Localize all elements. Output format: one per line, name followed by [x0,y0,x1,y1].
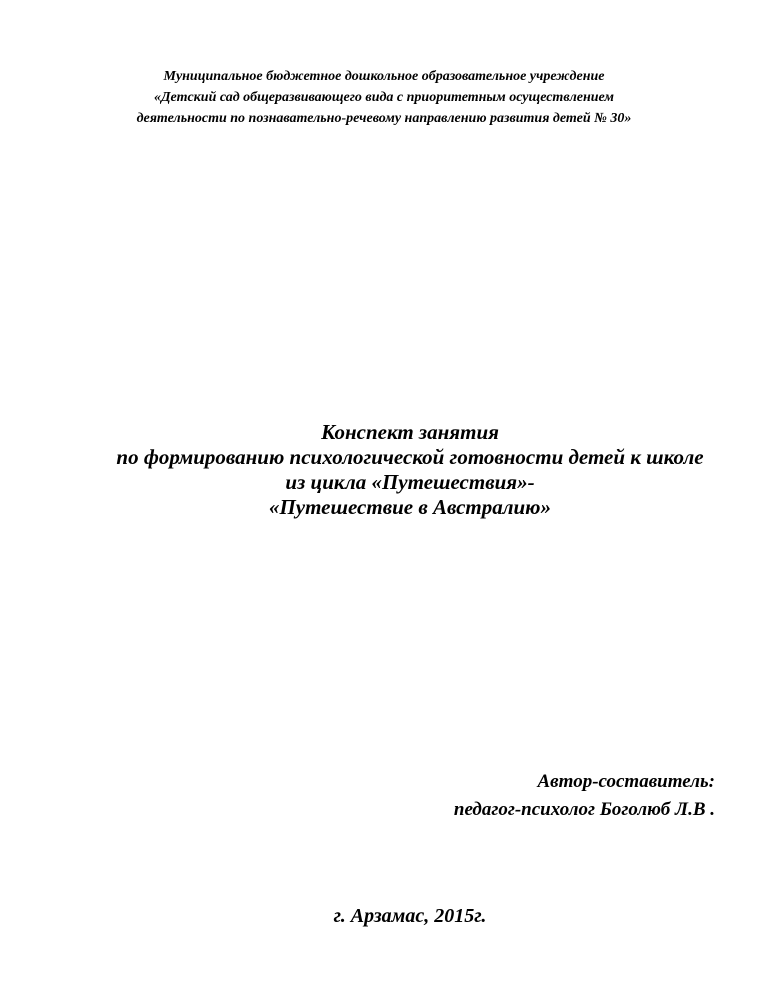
institution-line-3: деятельности по познавательно-речевому направлению развития детей № 30» [136,111,632,126]
title-line-2: по формированию психологической готовности детей к школе [116,445,704,469]
author-role: Автор-составитель: [537,771,715,792]
title-line-4: «Путешествие в Австралию» [268,495,552,519]
title-line-3: из цикла «Путешествия»- [285,470,535,494]
author-name: педагог-психолог Боголюб Л.В . [453,799,715,820]
author-block [454,768,715,824]
institution-line-2: «Детский сад общеразвивающего вида с приоритетным осуществлением [153,90,614,105]
institution-line-1: Муниципальное бюджетное дошкольное образовательное учреждение [163,69,605,84]
title-line-1: Конспект занятия [321,420,499,444]
institution-header [0,66,768,129]
document-title [0,420,768,520]
place-year: г. Арзамас, 2015г. [333,905,487,927]
